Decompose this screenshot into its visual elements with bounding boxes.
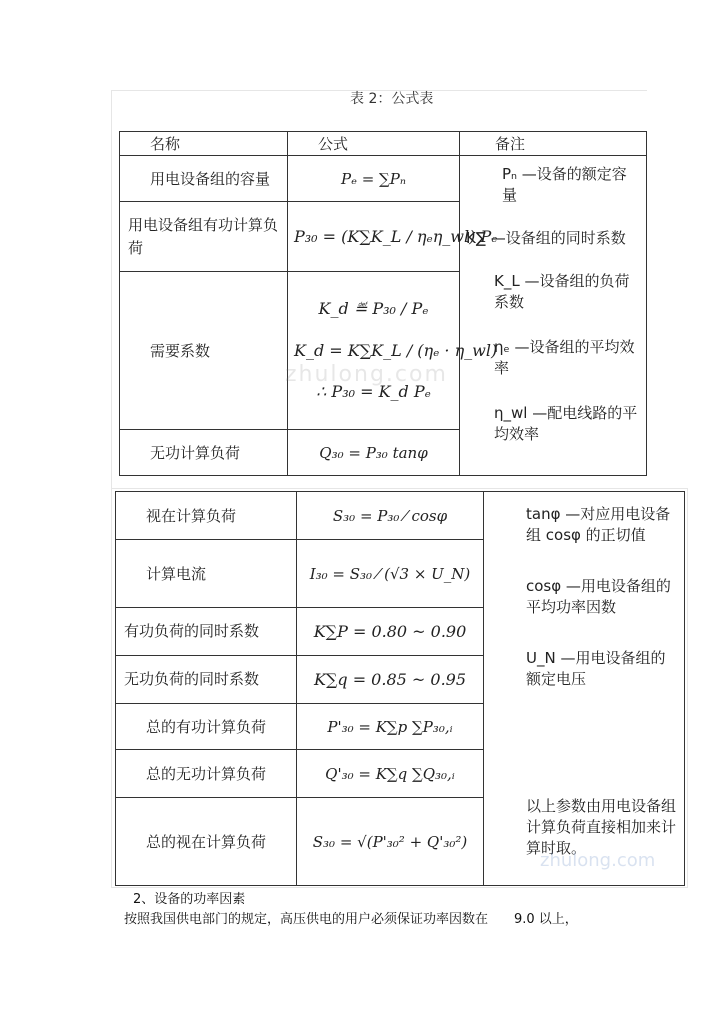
- row-formula: [288, 272, 498, 430]
- row-name: 视在计算负荷: [116, 492, 297, 540]
- table-header-row: [120, 132, 647, 156]
- row-formula: Q'₃₀ = K∑q ∑Q₃₀,ᵢ: [297, 750, 484, 798]
- row-name: 总的有功计算负荷: [116, 704, 297, 750]
- row-formula: I₃₀ = S₃₀ ⁄ (√3 × U_N): [297, 540, 484, 608]
- row-name: 用电设备组的容量: [120, 156, 288, 202]
- notes-cell: [460, 156, 647, 476]
- note-item: U_N —用电设备组的额定电压: [526, 649, 666, 688]
- row-name: 用电设备组有功计算负荷: [120, 202, 288, 272]
- table-row: [116, 492, 685, 540]
- row-name: 无功计算负荷: [120, 430, 288, 476]
- formula-table-2: [115, 491, 685, 886]
- section-title: 2、设备的功率因素: [133, 892, 246, 907]
- note-item: tanφ —对应用电设备组 cosφ 的正切值: [526, 505, 671, 544]
- watermark: zhulong.com: [285, 362, 448, 387]
- row-name: 无功负荷的同时系数: [116, 656, 297, 704]
- formula-line: K_d = K∑K_L / (ηₑ · η_wl): [294, 340, 498, 360]
- row-name: 总的视在计算负荷: [116, 798, 297, 886]
- note-item: K∑ —设备组的同时系数: [466, 229, 626, 247]
- row-formula: K∑P = 0.80 ~ 0.90: [297, 608, 484, 656]
- row-formula: P₃₀ = (K∑K_L / ηₑη_wl) Pₑ: [288, 202, 460, 272]
- row-formula: S₃₀ = √(P'₃₀² + Q'₃₀²): [297, 798, 484, 886]
- note-item: η_wl —配电线路的平均效率: [494, 404, 638, 443]
- header-name: 名称: [120, 132, 288, 156]
- row-formula: P'₃₀ = K∑p ∑P₃₀,ᵢ: [297, 704, 484, 750]
- row-name: 总的无功计算负荷: [116, 750, 297, 798]
- paragraph: 按照我国供电部门的规定，高压供电的用户必须保证功率因数在 9.0 以上，: [124, 912, 578, 927]
- note-item: ηₑ —设备组的平均效率: [494, 338, 635, 377]
- watermark-small: zhulong.com: [540, 850, 656, 871]
- formula-line: K_d ≝ P₃₀ / Pₑ: [318, 299, 429, 319]
- table-caption: 表 2：公式表: [350, 91, 434, 107]
- formula-line: ∴ P₃₀ = K_d Pₑ: [316, 382, 431, 402]
- table-row: [120, 156, 647, 202]
- note-item: 以上参数由用电设备组计算负荷直接相加来计算时取。: [526, 797, 677, 857]
- header-notes: 备注: [460, 132, 647, 156]
- header-formula: 公式: [288, 132, 460, 156]
- row-formula: K∑q = 0.85 ~ 0.95: [297, 656, 484, 704]
- note-item: cosφ —用电设备组的平均功率因数: [526, 577, 671, 616]
- row-formula: Pₑ = ∑Pₙ: [288, 156, 460, 202]
- notes-cell: [484, 492, 685, 886]
- note-item: Pₙ —设备的额定容量: [502, 165, 627, 204]
- note-item: K_L —设备组的负荷系数: [494, 272, 630, 311]
- row-name: 计算电流: [116, 540, 297, 608]
- formula-table-1: [119, 131, 647, 476]
- row-formula: S₃₀ = P₃₀ ⁄ cosφ: [297, 492, 484, 540]
- row-formula: Q₃₀ = P₃₀ tanφ: [288, 430, 460, 476]
- row-name: 有功负荷的同时系数: [116, 608, 297, 656]
- row-name: 需要系数: [120, 272, 288, 430]
